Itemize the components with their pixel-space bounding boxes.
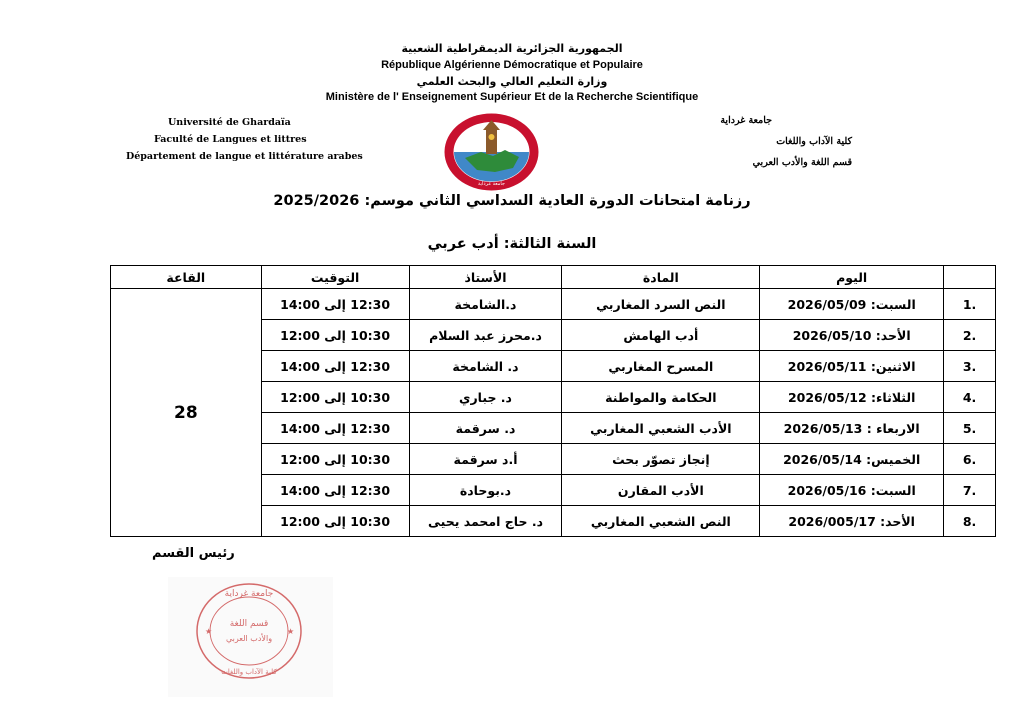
table-header-row: [111, 266, 996, 289]
exam-day: الاربعاء : 2026/05/13: [760, 413, 944, 444]
exam-time: 10:30 إلى 12:00: [261, 444, 409, 475]
exam-day: السبت: 2026/05/09: [760, 289, 944, 320]
exam-day: الثلاثاء: 2026/05/12: [760, 382, 944, 413]
header-ministry-ar: وزارة التعليم العالي والبحث العلمي: [416, 75, 608, 88]
svg-text:جامعة غرداية: جامعة غرداية: [477, 181, 506, 187]
university-logo: [443, 112, 540, 192]
exam-time: 12:30 إلى 14:00: [261, 351, 409, 382]
page-title: رزنامة امتحانات الدورة العادية السداسي الثاني موسم: 2025/2026: [273, 193, 751, 209]
exam-day: الأحد: 2026/05/10: [760, 320, 944, 351]
header-time: التوقيت: [261, 266, 409, 289]
svg-text:★: ★: [287, 627, 295, 636]
row-number: .8: [944, 506, 996, 537]
exam-professor: د. سرقمة: [409, 413, 562, 444]
exam-day: الأحد: 2026/005/17: [760, 506, 944, 537]
header-republic-ar: الجمهورية الجزائرية الديمقراطية الشعبية: [401, 42, 623, 55]
svg-text:★: ★: [205, 627, 213, 636]
exam-day: الخميس: 2026/05/14: [760, 444, 944, 475]
header-subject: المادة: [562, 266, 760, 289]
institution-fr: [126, 114, 363, 165]
exam-professor: د. جباري: [409, 382, 562, 413]
exam-subject: الأدب الشعبي المغاربي: [562, 413, 760, 444]
exam-professor: د.الشامخة: [409, 289, 562, 320]
university-name-ar: جامعة غرداية: [720, 115, 772, 126]
header-ministry-fr: Ministère de l' Enseignement Supérieur Et de la Recherche Scientifique: [325, 91, 699, 103]
exam-subject: النص السرد المغاربي: [562, 289, 760, 320]
row-number: .4: [944, 382, 996, 413]
table-row: [111, 289, 996, 320]
header-professor: الأستاذ: [409, 266, 562, 289]
exam-subject: المسرح المغاربي: [562, 351, 760, 382]
exam-time: 10:30 إلى 12:00: [261, 506, 409, 537]
row-number: .7: [944, 475, 996, 506]
page-subtitle: السنة الثالثة: أدب عربي: [427, 236, 597, 252]
exam-professor: أ.د سرقمة: [409, 444, 562, 475]
svg-text:كلية الآداب واللغات: كلية الآداب واللغات: [221, 668, 277, 676]
row-number: .5: [944, 413, 996, 444]
exam-professor: د. الشامخة: [409, 351, 562, 382]
exam-subject: إنجاز تصوّر بحث: [562, 444, 760, 475]
header-room: القاعة: [111, 266, 262, 289]
institution-ar: [720, 110, 852, 173]
exam-professor: د. حاج امحمد يحيى: [409, 506, 562, 537]
faculty-name-ar: كلية الآداب واللغات: [776, 136, 852, 147]
exam-subject: أدب الهامش: [562, 320, 760, 351]
row-number: .6: [944, 444, 996, 475]
exam-room: 28: [111, 289, 262, 537]
header-day: اليوم: [760, 266, 944, 289]
university-of-ghardaia-logo-icon: [443, 112, 540, 192]
university-name-fr: Université de Ghardaïa: [168, 117, 291, 128]
department-name-ar: قسم اللغة والأدب العربي: [752, 157, 852, 168]
svg-text:قسم اللغة: قسم اللغة: [229, 619, 269, 629]
exam-day: السبت: 2026/05/16: [760, 475, 944, 506]
row-number: .2: [944, 320, 996, 351]
header-republic-fr: République Algérienne Démocratique et Populaire: [381, 59, 643, 71]
exam-time: 12:30 إلى 14:00: [261, 413, 409, 444]
exam-time: 12:30 إلى 14:00: [261, 475, 409, 506]
svg-text:جامعة غرداية: جامعة غرداية: [224, 589, 274, 599]
department-name-fr: Département de langue et littérature arabes: [126, 151, 363, 162]
header-num: [944, 266, 996, 289]
department-stamp: [195, 581, 303, 681]
table-body: [111, 289, 996, 537]
exam-professor: د.محرز عبد السلام: [409, 320, 562, 351]
faculty-name-fr: Faculté de Langues et littres: [154, 134, 307, 145]
exam-subject: الحكامة والمواطنة: [562, 382, 760, 413]
exam-time: 10:30 إلى 12:00: [261, 320, 409, 351]
row-number: .3: [944, 351, 996, 382]
exam-schedule-table: [110, 265, 996, 537]
exam-subject: النص الشعبي المغاربي: [562, 506, 760, 537]
department-stamp-icon: [195, 581, 303, 681]
department-head-label: رئيس القسم: [152, 546, 235, 561]
exam-day: الاثنين: 2026/05/11: [760, 351, 944, 382]
exam-subject: الأدب المقارن: [562, 475, 760, 506]
svg-text:والأدب العربي: والأدب العربي: [225, 634, 273, 643]
exam-time: 10:30 إلى 12:00: [261, 382, 409, 413]
row-number: .1: [944, 289, 996, 320]
exam-professor: د.بوحادة: [409, 475, 562, 506]
exam-time: 12:30 إلى 14:00: [261, 289, 409, 320]
